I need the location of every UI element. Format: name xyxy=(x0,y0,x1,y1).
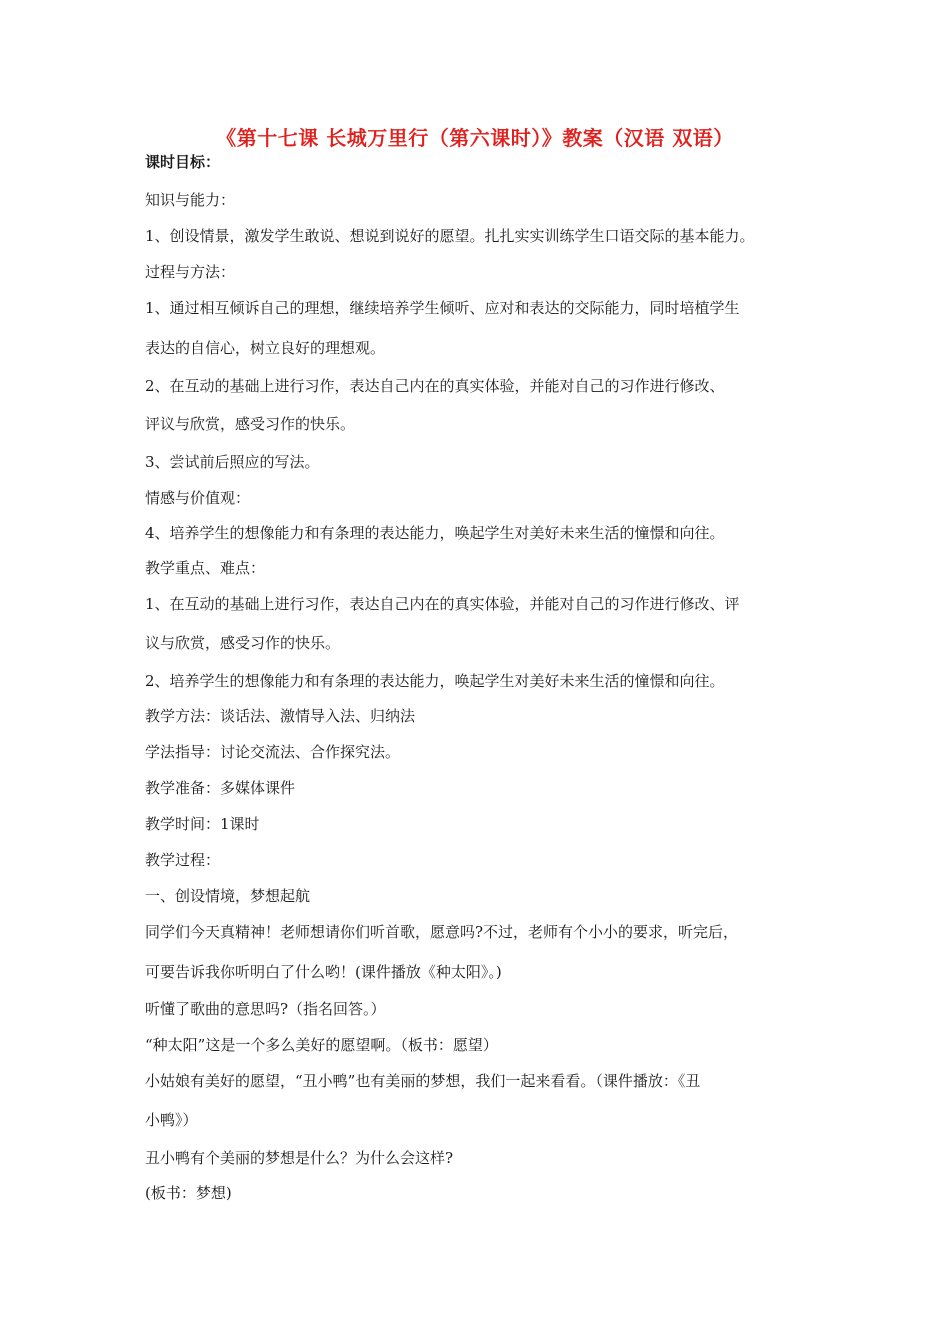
paragraph-line: 教学时间：1课时 xyxy=(145,815,260,833)
subheading-teaching-process: 教学过程： xyxy=(145,851,221,869)
paragraph-line: 同学们今天真精神！老师想请你们听首歌，愿意吗?不过，老师有个小小的要求，听完后， xyxy=(145,923,739,941)
subheading-knowledge: 知识与能力： xyxy=(145,191,236,209)
paragraph-line: 小鸭》） xyxy=(145,1111,198,1129)
paragraph-line: 1、创设情景，激发学生敢说、想说到说好的愿望。扎扎实实训练学生口语交际的基本能力。 xyxy=(145,227,755,245)
paragraph-line: 4、培养学生的想像能力和有条理的表达能力，唤起学生对美好未来生活的憧憬和向往。 xyxy=(145,524,725,542)
paragraph-line: 2、培养学生的想像能力和有条理的表达能力，唤起学生对美好未来生活的憧憬和向往。 xyxy=(145,672,725,690)
paragraph-line: 1、通过相互倾诉自己的理想，继续培养学生倾听、应对和表达的交际能力，同时培植学生 xyxy=(145,299,740,317)
subheading-values: 情感与价值观： xyxy=(145,489,251,507)
paragraph-line: 听懂了歌曲的意思吗?（指名回答。） xyxy=(145,1000,386,1018)
paragraph-line: 可要告诉我你听明白了什么哟！(课件播放《种太阳》。) xyxy=(145,963,502,981)
subheading-key-points: 教学重点、难点： xyxy=(145,559,266,577)
subheading-process: 过程与方法： xyxy=(145,263,236,281)
paragraph-line: 评议与欣赏，感受习作的快乐。 xyxy=(145,415,356,433)
paragraph-line: 2、在互动的基础上进行习作，表达自己内在的真实体验，并能对自己的习作进行修改、 xyxy=(145,377,725,395)
paragraph-line: “种太阳”这是一个多么美好的愿望啊。（板书：愿望） xyxy=(145,1036,498,1054)
paragraph-line: (板书：梦想) xyxy=(145,1184,232,1202)
paragraph-line: 表达的自信心，树立良好的理想观。 xyxy=(145,339,386,357)
paragraph-line: 学法指导：讨论交流法、合作探究法。 xyxy=(145,743,401,761)
paragraph-line: 教学方法：谈话法、激情导入法、归纳法 xyxy=(145,707,416,725)
paragraph-line: 3、尝试前后照应的写法。 xyxy=(145,453,320,471)
paragraph-line: 一、创设情境，梦想起航 xyxy=(145,887,311,905)
paragraph-line: 教学准备：多媒体课件 xyxy=(145,779,296,797)
paragraph-line: 小姑娘有美好的愿望，“丑小鸭”也有美丽的梦想，我们一起来看看。（课件播放：《丑 xyxy=(145,1072,701,1090)
paragraph-line: 1、在互动的基础上进行习作，表达自己内在的真实体验，并能对自己的习作进行修改、评 xyxy=(145,595,740,613)
paragraph-line: 丑小鸭有个美丽的梦想是什么？为什么会这样? xyxy=(145,1149,454,1167)
paragraph-line: 议与欣赏，感受习作的快乐。 xyxy=(145,634,341,652)
document-title: 《第十七课 长城万里行（第六课时）》教案（汉语 双语） xyxy=(216,126,734,150)
section-heading-objectives: 课时目标： xyxy=(145,153,221,171)
